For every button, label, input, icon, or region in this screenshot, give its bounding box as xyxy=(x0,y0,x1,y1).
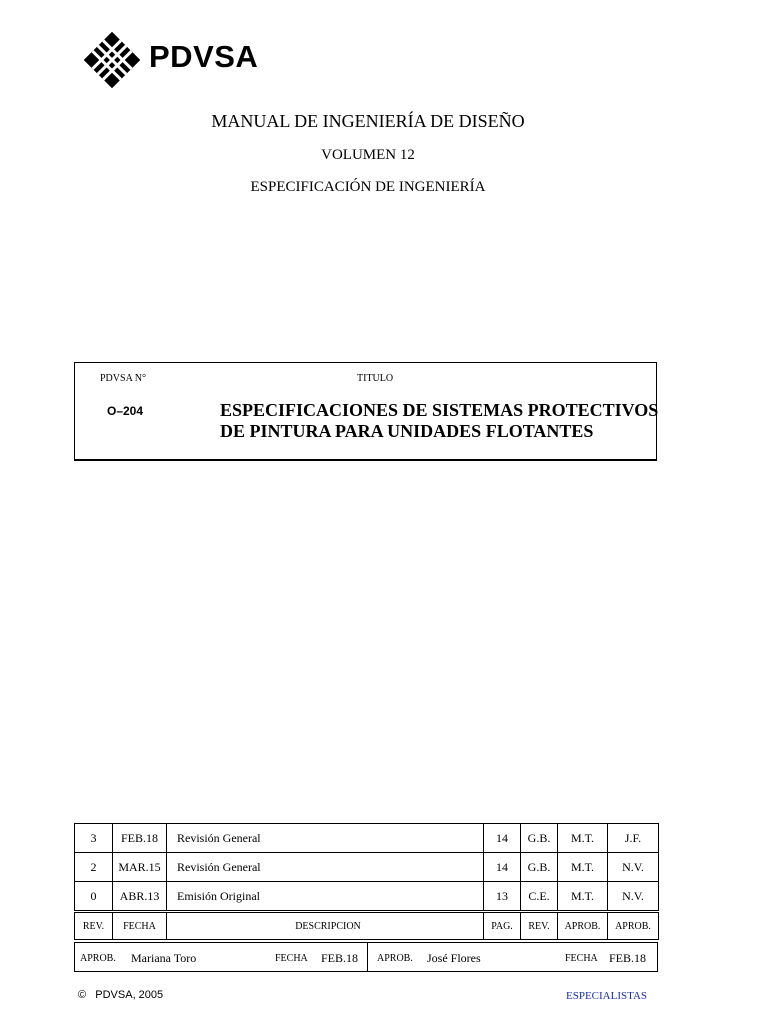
header-pag: PAG. xyxy=(484,912,521,940)
pag-cell: 13 xyxy=(484,882,521,912)
aprob2-cell: J.F. xyxy=(608,824,659,853)
right-fecha-value: FEB.18 xyxy=(609,951,647,965)
header-descripcion: DESCRIPCION xyxy=(167,912,484,940)
header-rev: REV. xyxy=(75,912,113,940)
manual-title: MANUAL DE INGENIERÍA DE DISEÑO xyxy=(211,111,525,131)
section-title: ESPECIFICACIÓN DE INGENIERÍA xyxy=(250,179,486,195)
rev-cell: 3 xyxy=(75,824,113,853)
revision-table xyxy=(74,823,659,940)
pdvsa-logo xyxy=(83,31,283,91)
rev-by-cell: G.B. xyxy=(521,853,558,882)
number-label: PDVSA N° xyxy=(100,373,146,384)
logo-text: PDVSA xyxy=(149,39,259,74)
pdvsa-emblem-icon xyxy=(83,31,141,89)
descripcion-cell: Revisión General xyxy=(167,824,484,853)
pag-cell: 14 xyxy=(484,824,521,853)
descripcion-cell: Emisión Original xyxy=(167,882,484,912)
aprob2-cell: N.V. xyxy=(608,853,659,882)
copyright xyxy=(78,989,163,1001)
table-row xyxy=(75,853,659,882)
left-fecha-value: FEB.18 xyxy=(321,951,359,965)
title-label: TITULO xyxy=(357,373,394,384)
fecha-cell: ABR.13 xyxy=(113,882,167,912)
copyright-symbol: © xyxy=(78,989,87,1001)
aprob2-cell: N.V. xyxy=(608,882,659,912)
divider xyxy=(367,943,368,971)
header-aprob2: APROB. xyxy=(608,912,659,940)
aprob1-cell: M.T. xyxy=(558,853,608,882)
right-fecha-label: FECHA xyxy=(565,953,598,964)
left-fecha-label: FECHA xyxy=(275,953,308,964)
left-aprob-label: APROB. xyxy=(80,953,116,964)
fecha-cell: FEB.18 xyxy=(113,824,167,853)
fecha-cell: MAR.15 xyxy=(113,853,167,882)
header-aprob1: APROB. xyxy=(558,912,608,940)
table-row xyxy=(75,824,659,853)
rev-by-cell: C.E. xyxy=(521,882,558,912)
aprob1-cell: M.T. xyxy=(558,824,608,853)
pag-cell: 14 xyxy=(484,853,521,882)
copyright-text: PDVSA, 2005 xyxy=(95,989,164,1001)
descripcion-cell: Revisión General xyxy=(167,853,484,882)
document-number: O–204 xyxy=(107,404,144,418)
especialistas-link[interactable]: ESPECIALISTAS xyxy=(566,990,648,1002)
rev-by-cell: G.B. xyxy=(521,824,558,853)
document-title-box xyxy=(74,362,657,461)
aprob1-cell: M.T. xyxy=(558,882,608,912)
document-title-line1: ESPECIFICACIONES DE SISTEMAS PROTECTIVOS xyxy=(220,400,659,420)
right-aprob-label: APROB. xyxy=(377,953,413,964)
left-aprob-name: Mariana Toro xyxy=(131,951,197,965)
approvals-row xyxy=(74,942,658,972)
right-aprob-name: José Flores xyxy=(427,951,481,965)
rev-cell: 2 xyxy=(75,853,113,882)
header-fecha: FECHA xyxy=(113,912,167,940)
table-row xyxy=(75,882,659,912)
rev-cell: 0 xyxy=(75,882,113,912)
document-title-line2: DE PINTURA PARA UNIDADES FLOTANTES xyxy=(220,421,594,441)
volume-title: VOLUMEN 12 xyxy=(321,147,415,163)
table-header-row xyxy=(75,912,659,940)
header-rev-by: REV. xyxy=(521,912,558,940)
